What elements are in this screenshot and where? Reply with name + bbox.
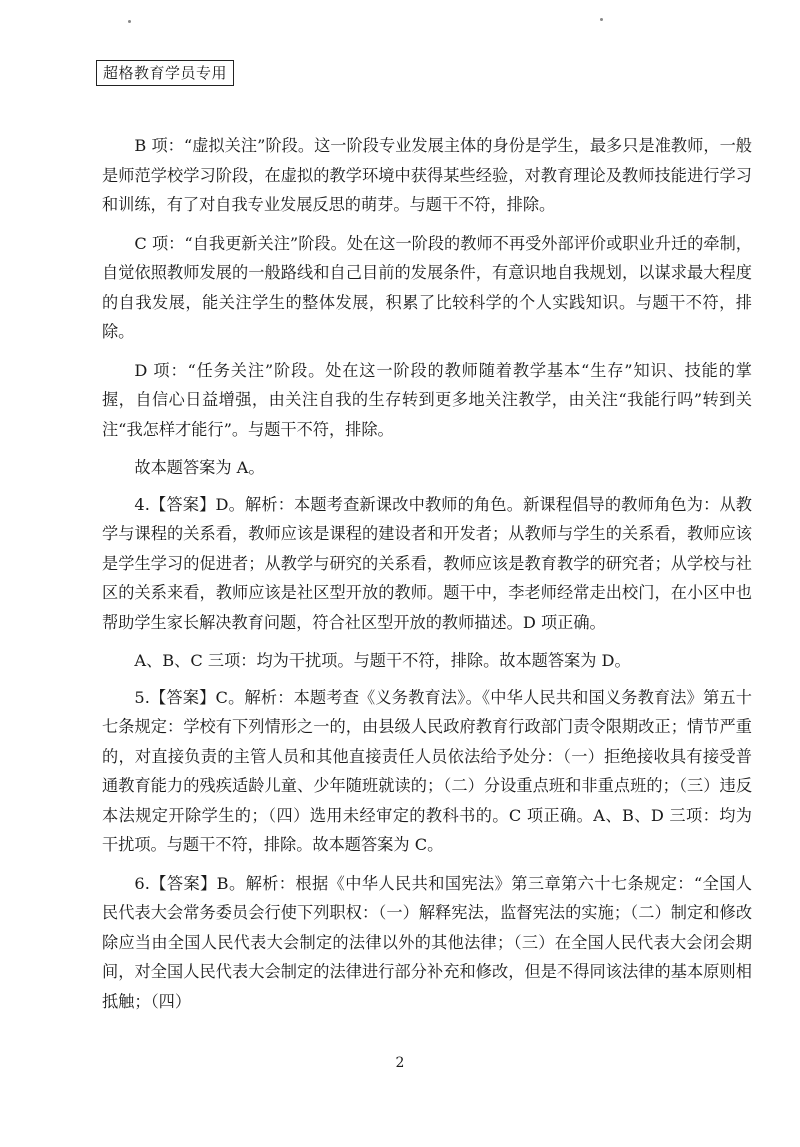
paragraph-question-6: 6.【答案】B。解析：根据《中华人民共和国宪法》第三章第六十七条规定：“全国人民代表大会常务委员会行使下列职权：（一）解释宪法，监督宪法的实施；（二）制定和修改除应当由全国人民代表大会制定的法律以外的其他法律；（三）在全国人民代表大会闭会期间，对全国人民代表大会制定的法律进行部分补充和修改，但是不得同该法律的基本原则相抵触；（四） xyxy=(102,873,752,1011)
document-body xyxy=(102,131,752,1025)
paragraph-d-option: D 项：“任务关注”阶段。处在这一阶段的教师随着教学基本“生存”知识、技能的掌握，自信心日益增强，由关注自我的生存转到更多地关注教学，由关注“我能行吗”转到关注“我怎样才能行”。与题干不符，排除。 xyxy=(102,360,752,439)
page-number: 2 xyxy=(395,1055,405,1071)
header-label: 超格教育学员专用 xyxy=(96,60,234,86)
paragraph-b-option: B 项：“虚拟关注”阶段。这一阶段专业发展主体的身份是学生，最多只是准教师，一般是师范学校学习阶段，在虚拟的教学环境中获得某些经验，对教育理论及教师技能进行学习和训练，有了对自我专业发展反思的萌芽。与题干不符，排除。 xyxy=(102,136,752,214)
paragraph-question-5: 5.【答案】C。解析：本题考查《义务教育法》。《中华人民共和国义务教育法》第五十七条规定：学校有下列情形之一的，由县级人民政府教育行政部门责令限期改正；情节严重的，对直接负责的主管人员和其他直接责任人员依法给予处分：（一）拒绝接收具有接受普通教育能力的残疾适龄儿童、少年随班就读的；（二）分设重点班和非重点班的；（三）违反本法规定开除学生的；（四）选用未经审定的教科书的。C 项正确。A、B、D 三项：均为干扰项。与题干不符，排除。故本题答案为 C。 xyxy=(102,687,752,854)
scan-speck xyxy=(600,18,603,21)
paragraph-c-option: C 项：“自我更新关注”阶段。处在这一阶段的教师不再受外部评价或职业升迁的牵制，自觉依照教师发展的一般路线和自己目前的发展条件，有意识地自我规划，以谋求最大程度的自我发展，能关注学生的整体发展，积累了比较科学的个人实践知识。与题干不符，排除。 xyxy=(102,233,752,341)
scan-speck xyxy=(128,20,131,23)
paragraph-question-4: 4.【答案】D。解析：本题考查新课改中教师的角色。新课程倡导的教师角色为：从教学与课程的关系看，教师应该是课程的建设者和开发者；从教师与学生的关系看，教师应该是学生学习的促进者；从教学与研究的关系看，教师应该是教育教学的研究者；从学校与社区的关系来看，教师应该是社区型开放的教师。题干中，李老师经常走出校门，在小区中也帮助学生家长解决教育问题，符合社区型开放的教师描述。D 项正确。 xyxy=(102,494,752,632)
paragraph-question-4-options: A、B、C 三项：均为干扰项。与题干不符，排除。故本题答案为 D。 xyxy=(134,651,631,670)
paragraph-answer-3: 故本题答案为 A。 xyxy=(134,458,265,477)
